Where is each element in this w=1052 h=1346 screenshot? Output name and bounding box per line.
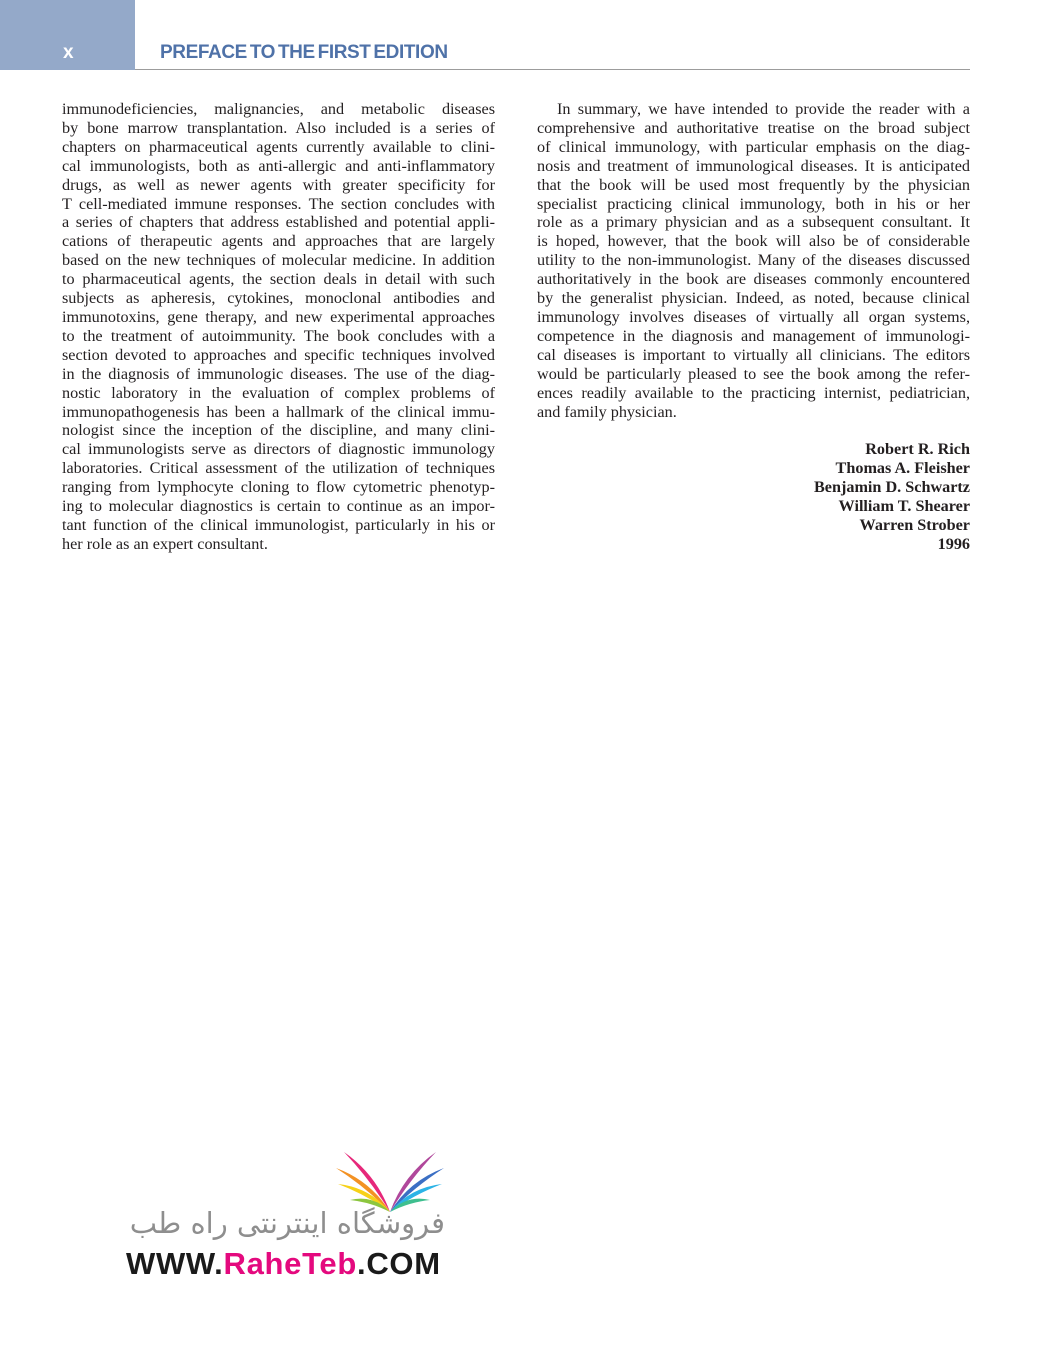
- text-line: cal immunologists serve as directors of diagnostic immunology: [62, 440, 495, 459]
- text-line: immunodeficiencies, malignancies, and metabolic diseases: [62, 100, 495, 118]
- text-line: her role as an expert consultant.: [62, 534, 268, 553]
- text-line: comprehensive and authoritative treatise on the broad subject: [537, 118, 970, 137]
- text-line: nostic laboratory in the evaluation of complex problems of: [62, 383, 495, 402]
- header-rule: [135, 69, 970, 70]
- signature-names: [537, 440, 970, 535]
- text-line: immunotoxins, gene therapy, and new experimental approaches: [62, 307, 495, 326]
- text-line: that the book will be used most frequently by the physician: [537, 175, 970, 194]
- watermark-url-suffix: .COM: [357, 1246, 441, 1281]
- text-line: based on the new techniques of molecular medicine. In addition: [62, 251, 495, 270]
- signature-name: William T. Shearer: [838, 497, 970, 516]
- text-line: cal immunologists, both as anti-allergic and anti-inflammatory: [62, 156, 495, 175]
- text-line: nosis and treatment of immunological diseases. It is anticipated: [537, 156, 970, 175]
- page-number: x: [63, 42, 74, 63]
- text-line: In summary, we have intended to provide the reader with a: [557, 100, 970, 118]
- text-line: nologist since the inception of the discipline, and many clini-: [62, 421, 495, 440]
- text-line: T cell-mediated immune responses. The section concludes with: [62, 194, 495, 213]
- watermark-url: [126, 1246, 441, 1282]
- text-line: ences readily available to the practicing internist, pediatrician,: [537, 383, 970, 402]
- running-title: PREFACE TO THE FIRST EDITION: [160, 42, 448, 63]
- text-line: cal diseases is important to virtually all clinicians. The editors: [537, 345, 970, 364]
- right-column: [537, 100, 970, 554]
- text-line: section devoted to approaches and specific techniques involved: [62, 345, 495, 364]
- text-line: a series of chapters that address established and potential appli-: [62, 213, 495, 232]
- header-page-number-band: [0, 0, 135, 70]
- signature-name: Warren Strober: [859, 515, 970, 534]
- text-line: authoritatively in the book are diseases commonly encountered: [537, 270, 970, 289]
- text-line: by the generalist physician. Indeed, as noted, because clinical: [537, 289, 970, 308]
- text-line: of clinical immunology, with particular emphasis on the diag-: [537, 137, 970, 156]
- editor-signatures: [537, 440, 970, 553]
- left-column: [62, 100, 495, 554]
- text-line: immunology involves diseases of virtually all organ systems,: [537, 307, 970, 326]
- text-line: would be particularly pleased to see the book among the refer-: [537, 364, 970, 383]
- signature-year: 1996: [937, 534, 970, 553]
- signature-name: Robert R. Rich: [865, 440, 970, 459]
- text-line: utility to the non-immunologist. Many of the diseases discussed: [537, 251, 970, 270]
- right-column-text: [537, 100, 970, 421]
- text-line: competence in the diagnosis and management of immunologi-: [537, 326, 970, 345]
- text-line: in the diagnosis of immunologic diseases. The use of the diag-: [62, 364, 495, 383]
- text-line: is hoped, however, that the book will also be of considerable: [537, 232, 970, 251]
- text-line: to the treatment of autoimmunity. The book concludes with a: [62, 326, 495, 345]
- watermark-persian-text: فروشگاه اینترنتی راه طب: [129, 1206, 445, 1240]
- text-line: ranging from lymphocyte cloning to flow cytometric phenotyp-: [62, 478, 495, 497]
- text-line: and family physician.: [537, 402, 677, 421]
- text-line: laboratories. Critical assessment of the utilization of techniques: [62, 459, 495, 478]
- signature-name: Benjamin D. Schwartz: [813, 478, 970, 497]
- signature-name: Thomas A. Fleisher: [835, 459, 970, 478]
- text-line: tant function of the clinical immunologist, particularly in his or: [62, 515, 495, 534]
- text-line: chapters on pharmaceutical agents currently available to clini-: [62, 137, 495, 156]
- text-line: role as a primary physician and as a subsequent consultant. It: [537, 213, 970, 232]
- text-line: immunopathogenesis has been a hallmark of the clinical immu-: [62, 402, 495, 421]
- text-line: drugs, as well as newer agents with greater specificity for: [62, 175, 495, 194]
- text-line: by bone marrow transplantation. Also included is a series of: [62, 118, 495, 137]
- watermark-url-brand: RaheTeb: [223, 1246, 358, 1281]
- left-column-text: [62, 100, 495, 554]
- text-line: cations of therapeutic agents and approaches that are largely: [62, 232, 495, 251]
- watermark-url-prefix: WWW.: [126, 1246, 224, 1281]
- text-line: subjects as apheresis, cytokines, monoclonal antibodies and: [62, 289, 495, 308]
- text-line: specialist practicing clinical immunology, both in his or her: [537, 194, 970, 213]
- text-line: ing to molecular diagnostics is certain to continue as an impor-: [62, 497, 495, 516]
- text-line: to pharmaceutical agents, the section deals in detail with such: [62, 270, 495, 289]
